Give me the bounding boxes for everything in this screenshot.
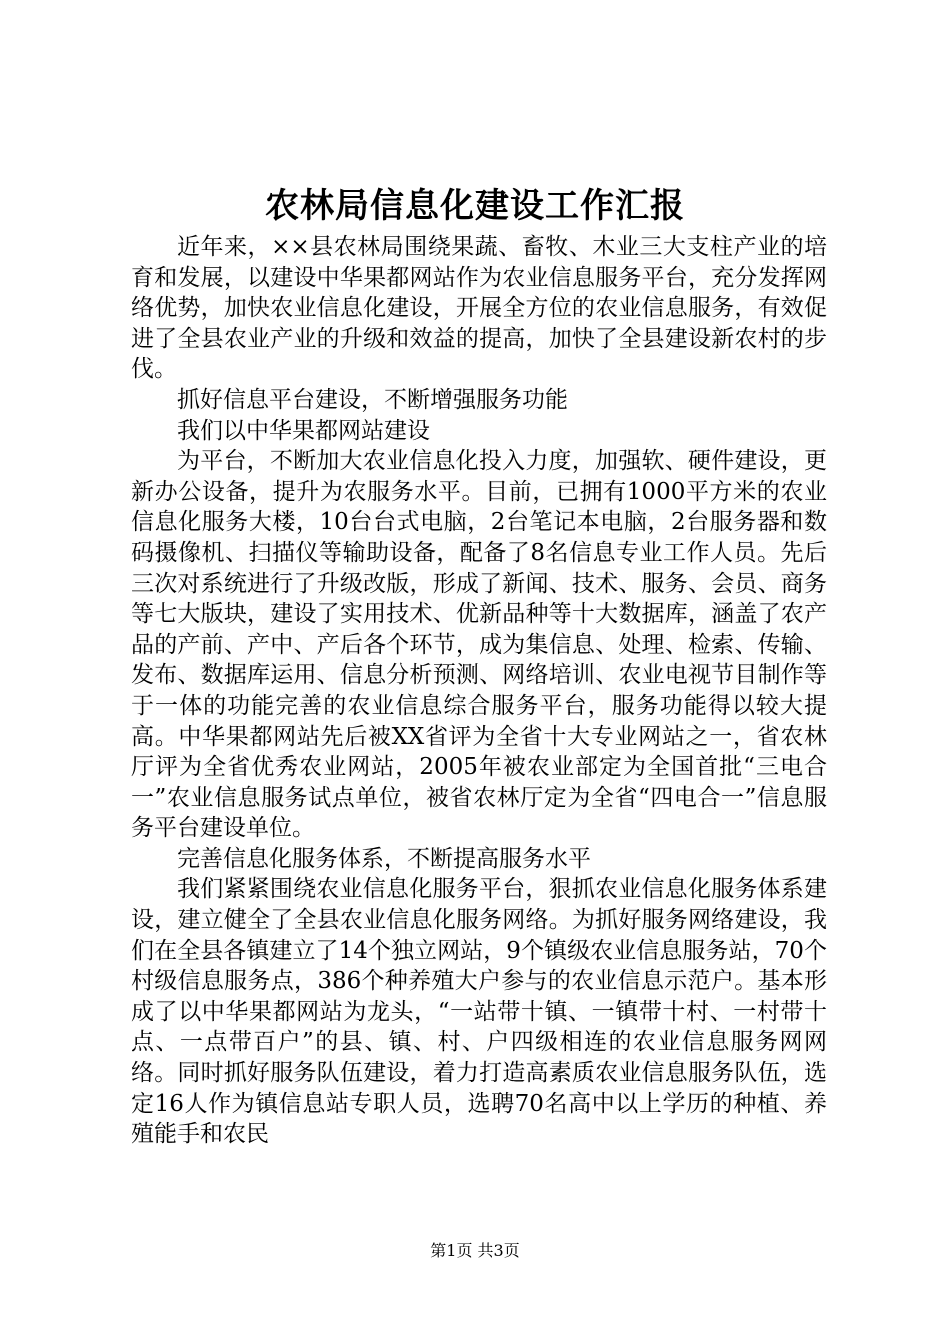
- paragraph-platform-lead: 我们以中华果都网站建设: [177, 417, 430, 444]
- section-heading-service-system: 完善信息化服务体系，不断提高服务水平: [177, 845, 591, 872]
- paragraph-platform-detail: 为平台，不断加大农业信息化投入力度，加强软、硬件建设，更新办公设备，提升为农服务水平。目前，已拥有1000平方米的农业信息化服务大楼，10台台式电脑，2台笔记本电脑，2台服务器和数码摄像机、扫描仪等输助设备，配备了8名信息专业工作人员。先后三次对系统进行了升级改版，形成了新闻、技术、服务、会员、商务等七大版块，建设了实用技术、优新品种等十大数据库，涵盖了农产品的产前、产中、产后各个环节，成为集信息、处理、检索、传输、发布、数据库运用、信息分析预测、网络培训、农业电视节目制作等于一体的功能完善的农业信息综合服务平台，服务功能得以较大提高。中华果都网站先后被XX省评为全省十大专业网站之一，省农林厅评为全省优秀农业网站，2005年被农业部定为全国首批“三电合一”农业信息服务试点单位，被省农林厅定为全省“四电合一”信息服务平台建设单位。: [131, 448, 827, 842]
- paragraph-intro: 近年来，××县农林局围绕果蔬、畜牧、木业三大支柱产业的培育和发展，以建设中华果都网站作为农业信息服务平台，充分发挥网络优势，加快农业信息化建设，开展全方位的农业信息服务，有效促进了全县农业产业的升级和效益的提高，加快了全县建设新农村的步伐。: [131, 234, 827, 383]
- document-body: [131, 232, 827, 1150]
- document-title: 农林局信息化建设工作汇报: [265, 186, 685, 226]
- section-heading-platform: 抓好信息平台建设，不断增强服务功能: [177, 386, 568, 413]
- paragraph-service-system: 我们紧紧围绕农业信息化服务平台，狠抓农业信息化服务体系建设，建立健全了全县农业信息化服务网络。为抓好服务网络建设，我们在全县各镇建立了14个独立网站，9个镇级农业信息服务站，70个村级信息服务点，386个种养殖大户参与的农业信息示范户。基本形成了以中华果都网站为龙头，“一站带十镇、一镇带十村、一村带十点、一点带百户”的县、镇、村、户四级相连的农业信息服务网网络。同时抓好服务队伍建设，着力打造高素质农业信息服务队伍，选定16人作为镇信息站专职人员，选聘70名高中以上学历的种植、养殖能手和农民: [131, 876, 827, 1148]
- page-footer: 第1页 共3页: [430, 1241, 520, 1260]
